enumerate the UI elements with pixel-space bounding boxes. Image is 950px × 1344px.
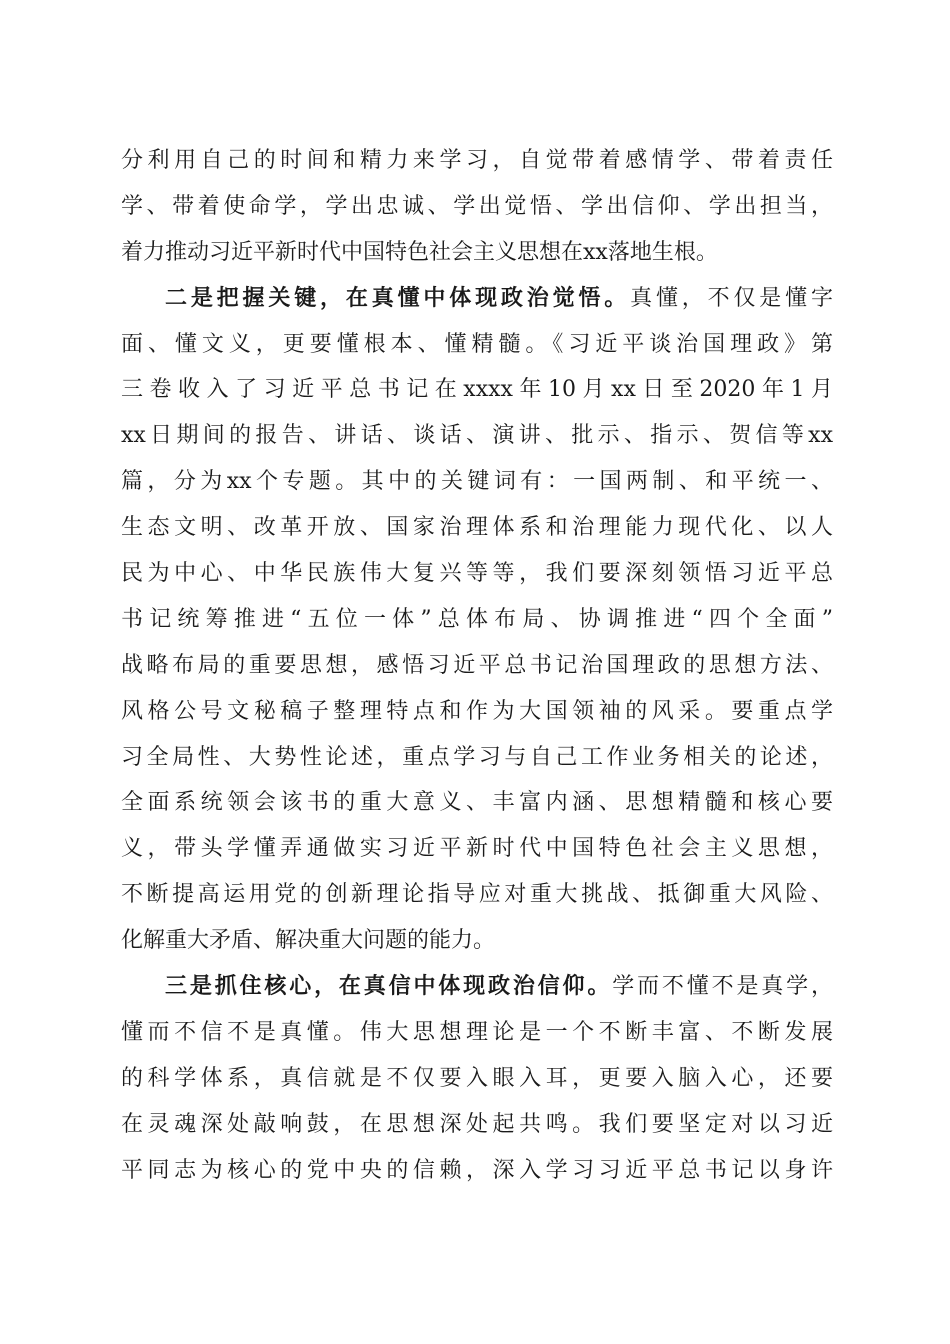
paragraph-start-line xyxy=(121,276,833,322)
text-line xyxy=(121,551,833,597)
line-text: 学、带着使命学，学出忠诚、学出觉悟、学出信仰、学出担当， xyxy=(121,193,833,219)
text-line xyxy=(121,505,833,551)
line-text: 懂而不信不是真懂。伟大思想理论是一个不断丰富、不断发展 xyxy=(121,1019,833,1045)
text-line xyxy=(121,138,833,184)
text-line xyxy=(121,735,833,781)
text-line xyxy=(121,872,833,918)
line-text: 在灵魂深处敲响鼓，在思想深处起共鸣。我们要坚定对以习近 xyxy=(121,1111,833,1137)
text-line xyxy=(121,1056,833,1102)
paragraph-start-line xyxy=(121,964,833,1010)
line-text: 战略布局的重要思想，感悟习近平总书记治国理政的思想方法、 xyxy=(121,652,833,678)
line-text: 分利用自己的时间和精力来学习，自觉带着感情学、带着责任 xyxy=(121,148,833,173)
text-line xyxy=(121,918,833,964)
text-line xyxy=(121,643,833,689)
text-line xyxy=(121,1102,833,1148)
line-text: 义，带头学懂弄通做实习近平新时代中国特色社会主义思想， xyxy=(121,836,833,862)
line-text: 全面系统领会该书的重大意义、丰富内涵、思想精髓和核心要 xyxy=(121,790,833,816)
paragraph-heading: 三是抓住核心，在真信中体现政治信仰。 xyxy=(165,973,613,1000)
text-line xyxy=(121,1148,833,1194)
line-text: 不断提高运用党的创新理论指导应对重大挑战、抵御重大风险、 xyxy=(121,882,833,908)
line-text: 的科学体系，真信就是不仅要入眼入耳，更要入脑入心，还要 xyxy=(121,1065,833,1091)
line-text: 平同志为核心的党中央的信赖，深入学习习近平总书记以身许 xyxy=(121,1157,833,1183)
text-line xyxy=(121,1010,833,1056)
text-line xyxy=(121,184,833,230)
text-line xyxy=(121,230,833,276)
line-text: 真懂，不仅是懂字 xyxy=(630,285,833,311)
line-text: 书记统筹推进“五位一体”总体布局、协调推进“四个全面” xyxy=(121,606,833,632)
line-text: 着力推动习近平新时代中国特色社会主义思想在xx落地生根。 xyxy=(121,239,718,265)
line-text: 三卷收入了习近平总书记在xxxx年10月xx日至2020年1月 xyxy=(121,377,833,403)
text-line xyxy=(121,597,833,643)
line-text: 篇，分为xx个专题。其中的关键词有：一国两制、和平统一、 xyxy=(121,469,833,495)
text-line xyxy=(121,322,833,368)
line-text: 习全局性、大势性论述，重点学习与自己工作业务相关的论述， xyxy=(121,744,833,770)
line-text: xx日期间的报告、讲话、谈话、演讲、批示、指示、贺信等xx xyxy=(121,423,833,449)
line-text: 面、懂文义，更要懂根本、懂精髓。《习近平谈治国理政》第 xyxy=(121,331,833,357)
line-text: 生态文明、改革开放、国家治理体系和治理能力现代化、以人 xyxy=(121,515,833,541)
text-line xyxy=(121,780,833,826)
text-line xyxy=(121,413,833,459)
text-line xyxy=(121,689,833,735)
line-text: 风格公号文秘稿子整理特点和作为大国领袖的风采。要重点学 xyxy=(121,698,833,724)
line-text: 化解重大矛盾、解决重大问题的能力。 xyxy=(121,928,496,954)
text-line xyxy=(121,367,833,413)
text-line xyxy=(121,826,833,872)
line-text: 民为中心、中华民族伟大复兴等等，我们要深刻领悟习近平总 xyxy=(121,561,833,587)
body-text xyxy=(121,138,833,1193)
text-line xyxy=(121,459,833,505)
line-text: 学而不懂不是真学， xyxy=(612,974,833,1000)
paragraph-heading: 二是把握关键，在真懂中体现政治觉悟。 xyxy=(165,284,631,311)
